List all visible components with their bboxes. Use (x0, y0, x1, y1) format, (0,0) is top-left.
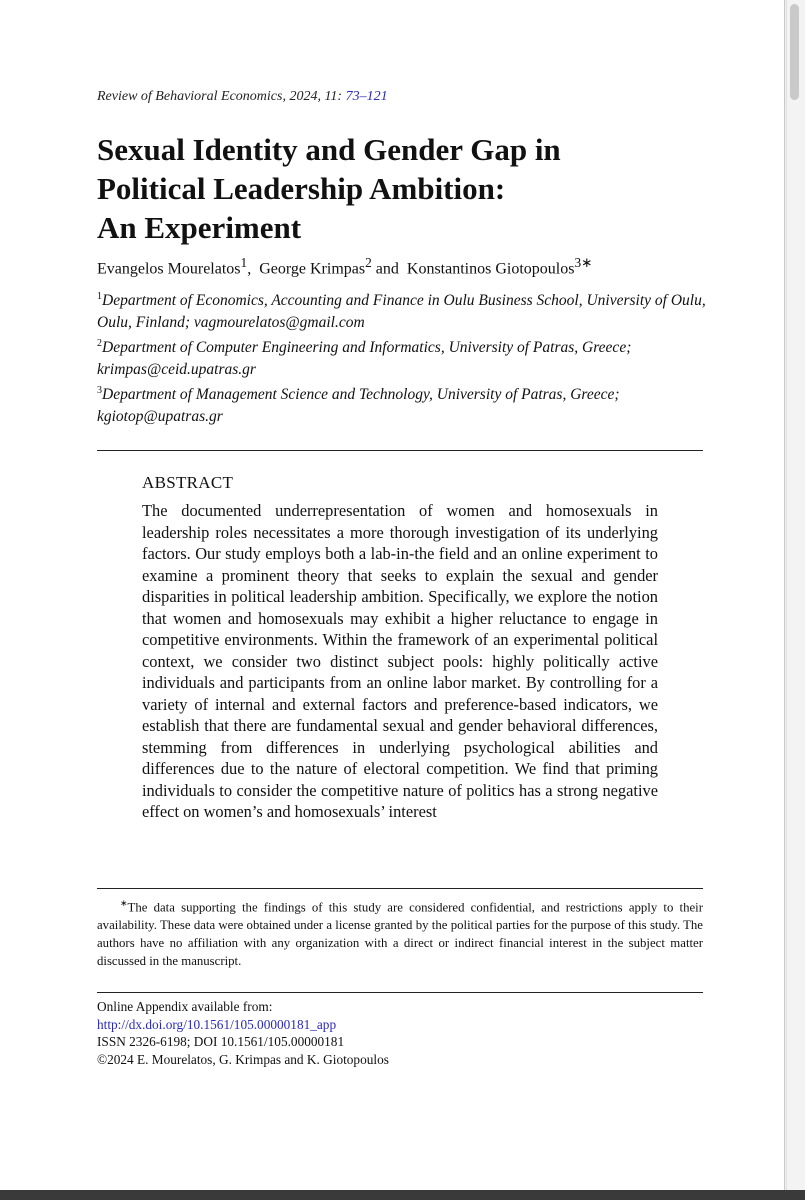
author-name: Konstantinos Giotopoulos (406, 260, 575, 278)
footnote-divider (97, 888, 703, 889)
title-line-2: Political Leadership Ambition: (97, 171, 506, 206)
issn-doi: ISSN 2326-6198; DOI 10.1561/105.00000181 (97, 1034, 345, 1050)
appendix-link[interactable]: http://dx.doi.org/10.1561/105.00000181_app (97, 1016, 337, 1032)
scrollbar-thumb[interactable] (790, 4, 799, 100)
header-divider (97, 450, 703, 451)
author-sup: 1 (240, 255, 248, 270)
title-line-3: An Experiment (97, 210, 302, 245)
affiliation-text: Department of Computer Engineering and Informatics, University of Patras, Greece; krimpas@ceid.upatras.gr (97, 339, 632, 378)
author-sup: 2 (365, 255, 372, 270)
author-name: Evangelos Mourelatos (97, 260, 241, 278)
affiliation-list (97, 286, 707, 427)
abstract-body: The documented underrepresentation of women and homosexuals in leadership roles necessitates a more thorough investigation of its underlying factors. Our study employs both a lab-in-the field and an online experiment to examine a prominent theory that seeks to explain the sexual and gender disparities in political leadership ambition. Specifically, we explore the notion that women and homosexuals may exhibit a higher reluctance to engage in competitive environments. Within the framework of an experimental political context, we consider two distinct subject pools: highly politically active individuals and participants from an online labor market. By controlling for a variety of internal and external factors and preference-based indicators, we establish that there are fundamental sexual and gender behavioral differences, stemming from differences in underlying psychological abilities and differences due to the nature of electoral competition. We find that priming individuals to consider the competitive nature of politics has a strong negative effect on women’s and homosexuals’ interest (142, 501, 658, 821)
vertical-scrollbar[interactable] (786, 0, 805, 1190)
publication-info (97, 998, 389, 1068)
abstract-heading: ABSTRACT (142, 473, 234, 492)
paper-title (97, 130, 697, 247)
affiliation-item (97, 380, 707, 427)
bottom-border (0, 1190, 805, 1200)
affiliation-item (97, 286, 707, 333)
footnote-marker: ∗ (120, 898, 128, 908)
affiliation-sup: 1 (97, 291, 102, 302)
affiliation-sup: 2 (97, 338, 102, 350)
author-list: Evangelos Mourelatos$^1$, George Krimpas$^2$ and Konstantinos Giotopoulos$^{3∗}$ (97, 255, 593, 278)
footnote (97, 895, 703, 970)
page-range-link[interactable]: 73–121 (345, 89, 388, 104)
info-divider (97, 992, 703, 993)
author-name: George Krimpas (259, 260, 366, 278)
journal-name: Review of Behavioral Economics, 2024, 11: (97, 89, 346, 104)
affiliation-sup: 3 (97, 385, 102, 397)
footnote-text: The data supporting the findings of this study are considered confidential, and restrictions apply to their availability. These data were obtained under a license granted by the political parties for the purpose of this study. The authors have no affiliation with any organization with a direct or indirect financial interest in the subject matter discussed in the manuscript. (97, 900, 703, 968)
author-sup: 3∗ (574, 255, 593, 270)
copyright: ©2024 E. Mourelatos, G. Krimpas and K. Giotopoulos (97, 1051, 389, 1067)
authors-conjunction: and (375, 260, 399, 278)
appendix-label: Online Appendix available from: (97, 999, 273, 1014)
affiliation-item (97, 333, 707, 380)
journal-citation (97, 89, 388, 105)
affiliation-text: Department of Economics, Accounting and Finance in Oulu Business School, University of Oulu, Oulu, Finland; vagmourelatos@gmail.com (97, 292, 706, 331)
title-line-1: Sexual Identity and Gender Gap in (97, 132, 561, 167)
affiliation-text: Department of Management Science and Technology, University of Patras, Greece; kgiotop@upatras.gr (97, 386, 620, 425)
